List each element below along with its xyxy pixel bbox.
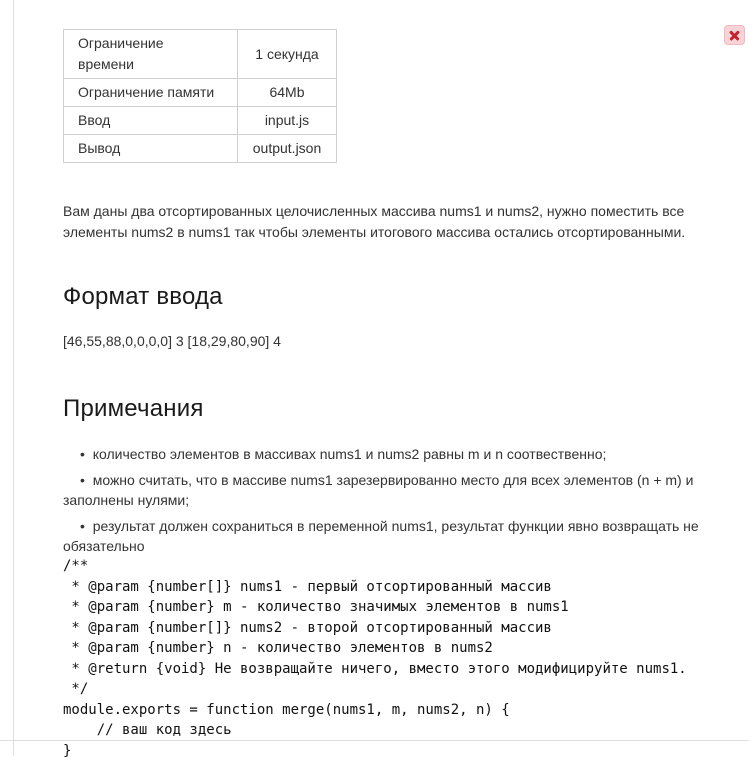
code-line: /** [63, 556, 723, 577]
limit-label: Ограничение времени [64, 30, 238, 79]
code-line: * @param {number} n - количество элементов в nums2 [63, 638, 723, 659]
code-line: * @param {number} m - количество значимых элементов в nums1 [63, 597, 723, 618]
limits-table [63, 29, 337, 163]
panel-left-border [13, 0, 14, 756]
code-block [63, 556, 723, 761]
code-line: // ваш код здесь [63, 720, 723, 741]
limit-label: Ввод [64, 107, 238, 135]
limit-label: Вывод [64, 135, 238, 163]
code-line: */ [63, 679, 723, 700]
task-statement: Вам даны два отсортированных целочисленных массива nums1 и nums2, нужно поместить все элементы nums2 в nums1 так чтобы элементы итогового массива остались отсортированными. [63, 201, 708, 243]
code-line: module.exports = function merge(nums1, m, nums2, n) { [63, 700, 723, 721]
limit-value: input.js [238, 107, 337, 135]
notes-list [63, 444, 708, 556]
limits-table-body [64, 30, 337, 163]
limits-table-row [64, 79, 337, 107]
code-line: * @param {number[]} nums2 - второй отсортированный массив [63, 618, 723, 639]
limit-value: 64Mb [238, 79, 337, 107]
input-format-heading: Формат ввода [63, 283, 723, 311]
limit-label: Ограничение памяти [64, 79, 238, 107]
note-item: • результат должен сохраниться в переменной nums1, результат функции явно возвращать не обязательно [63, 516, 708, 556]
note-item: • можно считать, что в массиве nums1 зарезервированно место для всех элементов (n + m) и заполнены нулями; [63, 470, 708, 510]
code-line: * @param {number[]} nums1 - первый отсортированный массив [63, 577, 723, 598]
close-icon [729, 30, 740, 41]
limit-value: output.json [238, 135, 337, 163]
limits-table-row [64, 30, 337, 79]
notes-heading: Примечания [63, 395, 723, 423]
code-line: * @return {void} Не возвращайте ничего, вместо этого модифицируйте nums1. [63, 659, 723, 680]
note-item: • количество элементов в массивах nums1 и nums2 равны m и n соотвественно; [63, 444, 708, 464]
task-content [63, 0, 723, 761]
code-line: } [63, 741, 723, 761]
limits-table-row [64, 107, 337, 135]
input-format-example: [46,55,88,0,0,0,0] 3 [18,29,80,90] 4 [63, 331, 723, 352]
limits-table-row [64, 135, 337, 163]
limit-value: 1 секунда [238, 30, 337, 79]
close-button[interactable] [724, 25, 745, 45]
